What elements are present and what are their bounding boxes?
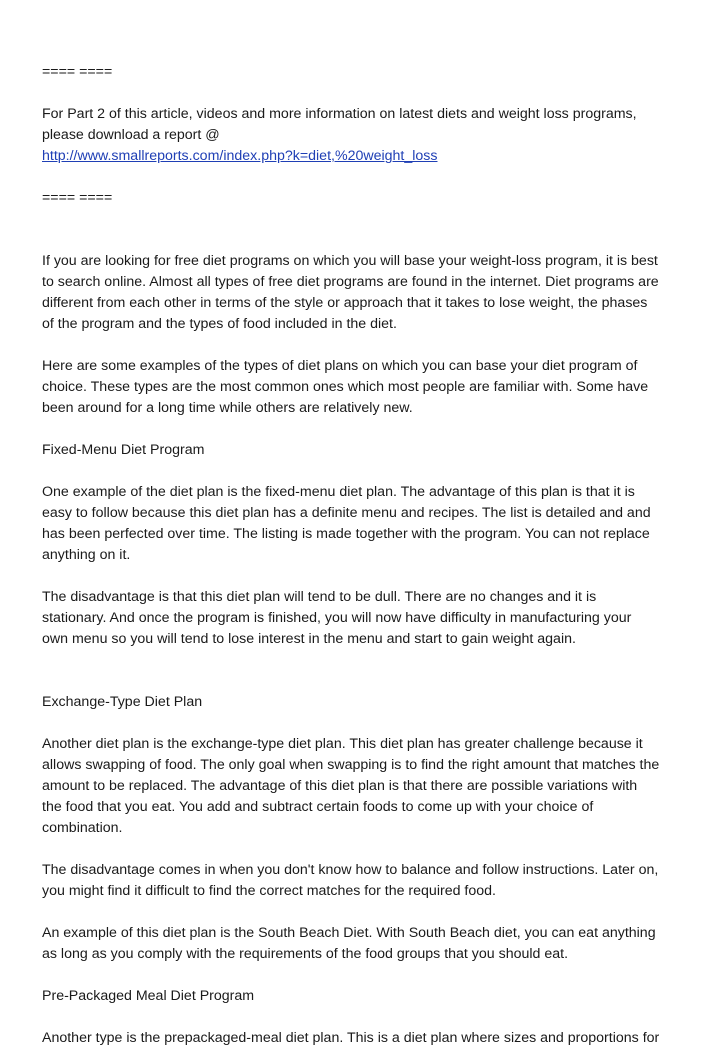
paragraph-7	[42, 923, 692, 965]
text-line: different from each other in terms of the style or approach that it takes to lose weight, the phases	[42, 295, 648, 311]
report-link[interactable]: http://www.smallreports.com/index.php?k=diet,%20weight_loss	[42, 148, 438, 164]
paragraph-4	[42, 587, 692, 650]
text-line: Another type is the prepackaged-meal diet plan. This is a diet plan where sizes and proportions for	[42, 1030, 660, 1046]
paragraph-8	[42, 1028, 692, 1049]
text-line: One example of the diet plan is the fixed-menu diet plan. The advantage of this plan is that it is	[42, 484, 635, 500]
text-line: of the program and the types of food included in the diet.	[42, 316, 397, 332]
paragraph-6	[42, 860, 692, 902]
text-line: has been perfected over time. The listing is made together with the program. You can not replace	[42, 526, 650, 542]
text-line: amount to be replaced. The advantage of this diet plan is that there are possible variations with	[42, 778, 638, 794]
text-line: the food that you eat. You add and subtract certain foods to come up with your choice of	[42, 799, 594, 815]
section-heading-exchange-type: Exchange-Type Diet Plan	[42, 694, 203, 710]
paragraph-2	[42, 356, 692, 419]
text-line: anything on it.	[42, 547, 131, 563]
text-line: Here are some examples of the types of diet plans on which you can base your diet program of	[42, 358, 638, 374]
text-line: The disadvantage comes in when you don't know how to balance and follow instructions. Later on,	[42, 862, 659, 878]
text-line: to search online. Almost all types of free diet programs are found in the internet. Diet programs are	[42, 274, 659, 290]
text-line: you might find it difficult to find the correct matches for the required food.	[42, 883, 496, 899]
paragraph-3	[42, 482, 692, 566]
separator-bottom: ==== ====	[42, 190, 113, 206]
text-line: Another diet plan is the exchange-type diet plan. This diet plan has greater challenge because it	[42, 736, 643, 752]
text-line: as long as you comply with the requirements of the food groups that you should eat.	[42, 946, 569, 962]
text-line: choice. These types are the most common ones which most people are familiar with. Some have	[42, 379, 649, 395]
intro-paragraph	[42, 104, 692, 167]
text-line: allows swapping of food. The only goal when swapping is to find the right amount that matches the	[42, 757, 660, 773]
text-line: An example of this diet plan is the South Beach Diet. With South Beach diet, you can eat anything	[42, 925, 656, 941]
document-page	[42, 62, 692, 1049]
text-line: The disadvantage is that this diet plan will tend to be dull. There are no changes and it is	[42, 589, 597, 605]
text-line: been around for a long time while others are relatively new.	[42, 400, 413, 416]
intro-line: For Part 2 of this article, videos and more information on latest diets and weight loss programs,	[42, 106, 637, 122]
text-line: easy to follow because this diet plan has a definite menu and recipes. The list is detailed and and	[42, 505, 651, 521]
paragraph-5	[42, 734, 692, 839]
separator-top: ==== ====	[42, 64, 113, 80]
section-heading-fixed-menu: Fixed-Menu Diet Program	[42, 442, 205, 458]
text-line: stationary. And once the program is finished, you will now have difficulty in manufacturing your	[42, 610, 632, 626]
text-line: own menu so you will tend to lose interest in the menu and start to gain weight again.	[42, 631, 576, 647]
section-heading-pre-packaged: Pre-Packaged Meal Diet Program	[42, 988, 255, 1004]
paragraph-1	[42, 251, 692, 335]
text-line: If you are looking for free diet programs on which you will base your weight-loss program, it is best	[42, 253, 658, 269]
text-line: combination.	[42, 820, 123, 836]
intro-line: please download a report @	[42, 127, 220, 143]
